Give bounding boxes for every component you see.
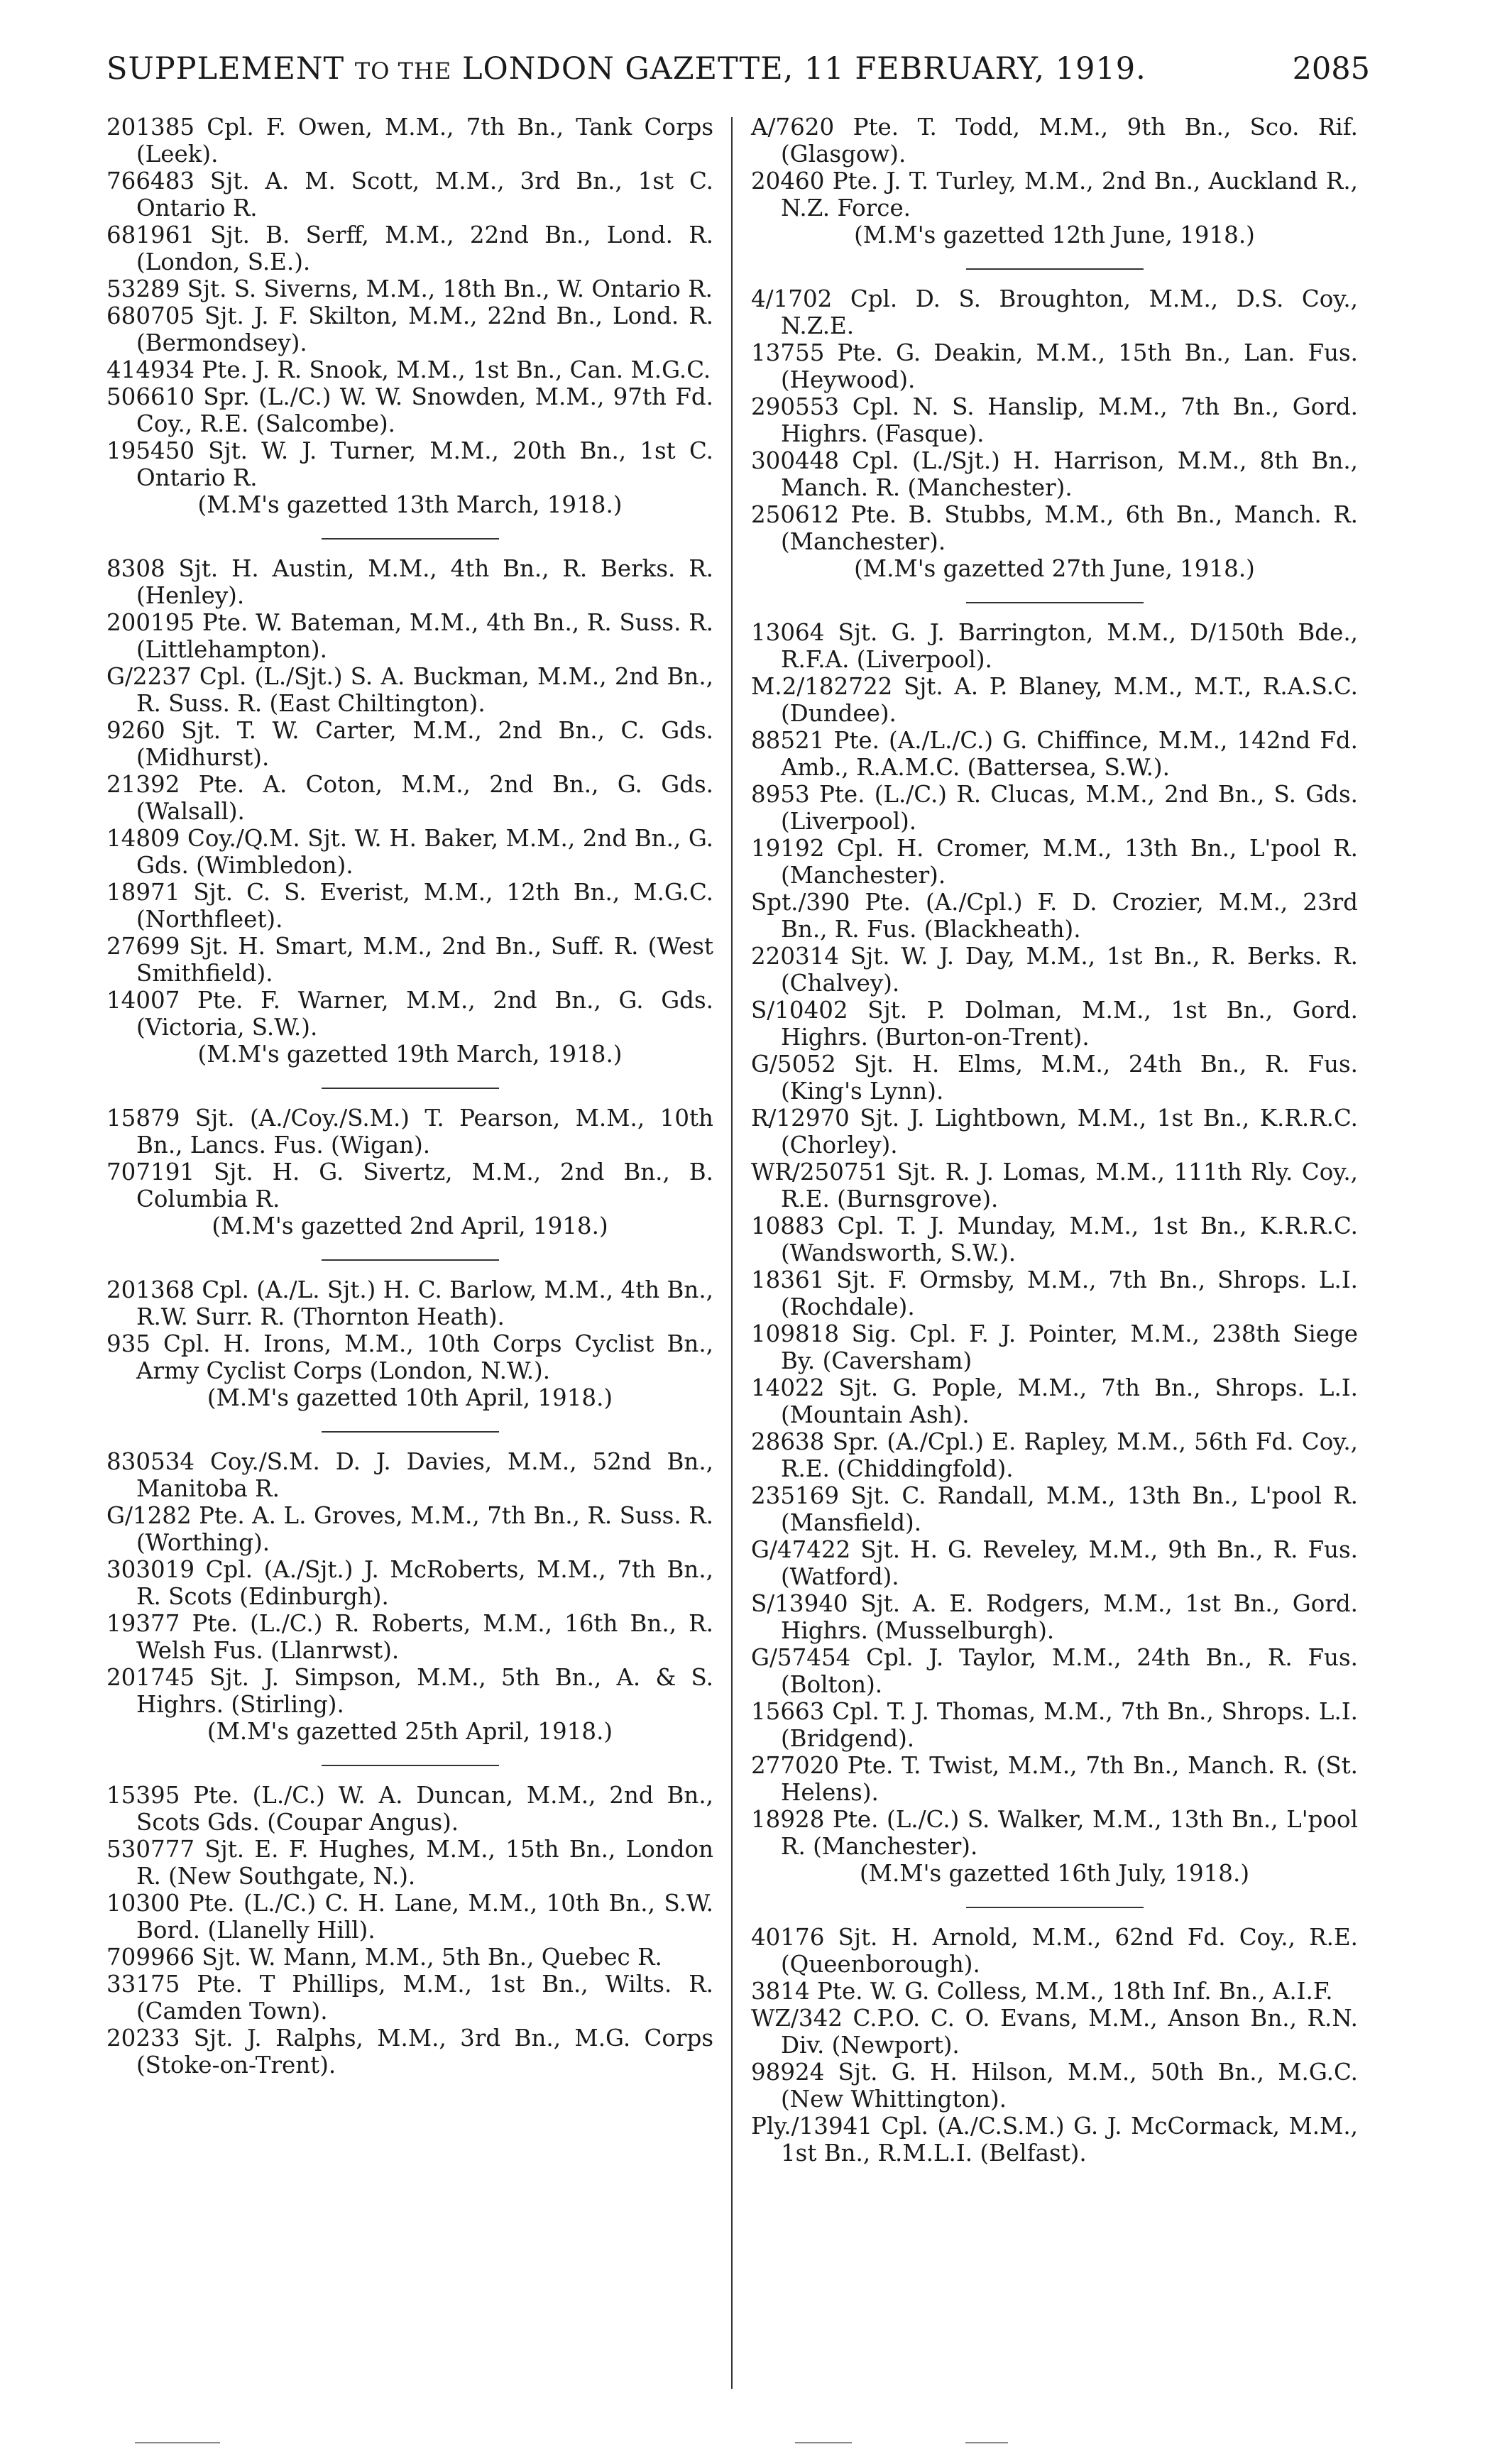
gazette-entry: 201368 Cpl. (A./L. Sjt.) H. C. Barlow, M.M., 4th Bn., R.W. Surr. R. (Thornton Heath). bbox=[106, 1276, 713, 1330]
gazette-entry: 13755 Pte. G. Deakin, M.M., 15th Bn., Lan. Fus. (Heywood). bbox=[751, 339, 1358, 393]
gazette-entry: 220314 Sjt. W. J. Day, M.M., 1st Bn., R. Berks. R. (Chalvey). bbox=[751, 943, 1358, 997]
right-column bbox=[751, 114, 1358, 2167]
section-separator bbox=[966, 602, 1144, 603]
gazette-entry: Ply./13941 Cpl. (A./C.S.M.) G. J. McCormack, M.M., 1st Bn., R.M.L.I. (Belfast). bbox=[751, 2113, 1358, 2167]
page-number: 2085 bbox=[1292, 51, 1370, 87]
gazette-entry: 13064 Sjt. G. J. Barrington, M.M., D/150th Bde., R.F.A. (Liverpool). bbox=[751, 619, 1358, 673]
section-separator bbox=[322, 538, 499, 540]
gazette-entry: 935 Cpl. H. Irons, M.M., 10th Corps Cyclist Bn., Army Cyclist Corps (London, N.W.). bbox=[106, 1330, 713, 1384]
gazette-entry: R/12970 Sjt. J. Lightbown, M.M., 1st Bn., K.R.R.C. (Chorley). bbox=[751, 1105, 1358, 1159]
gazetted-date-note: (M.M's gazetted 13th March, 1918.) bbox=[197, 491, 623, 518]
gazette-entry: 20233 Sjt. J. Ralphs, M.M., 3rd Bn., M.G. Corps (Stoke-on-Trent). bbox=[106, 2025, 713, 2079]
gazette-entry: 19192 Cpl. H. Cromer, M.M., 13th Bn., L'pool R. (Manchester). bbox=[751, 835, 1358, 889]
gazette-entry: S/13940 Sjt. A. E. Rodgers, M.M., 1st Bn., Gord. Highrs. (Musselburgh). bbox=[751, 1590, 1358, 1644]
gazetted-date-note: (M.M's gazetted 12th June, 1918.) bbox=[854, 221, 1255, 248]
gazette-entry: 14809 Coy./Q.M. Sjt. W. H. Baker, M.M., 2nd Bn., G. Gds. (Wimbledon). bbox=[106, 825, 713, 879]
gazette-entry: 414934 Pte. J. R. Snook, M.M., 1st Bn., Can. M.G.C. bbox=[106, 356, 711, 383]
gazette-entry: G/57454 Cpl. J. Taylor, M.M., 24th Bn., R. Fus. (Bolton). bbox=[751, 1644, 1358, 1698]
gazette-entry: 98924 Sjt. G. H. Hilson, M.M., 50th Bn., M.G.C. (New Whittington). bbox=[751, 2059, 1358, 2113]
gazette-entry: 277020 Pte. T. Twist, M.M., 7th Bn., Manch. R. (St. Helens). bbox=[751, 1752, 1358, 1806]
gazette-entry: 14022 Sjt. G. Pople, M.M., 7th Bn., Shrops. L.I. (Mountain Ash). bbox=[751, 1374, 1358, 1428]
section-separator bbox=[322, 1088, 499, 1089]
gazette-entry: G/47422 Sjt. H. G. Reveley, M.M., 9th Bn., R. Fus. (Watford). bbox=[751, 1536, 1358, 1590]
gazette-entry: 300448 Cpl. (L./Sjt.) H. Harrison, M.M., 8th Bn., Manch. R. (Manchester). bbox=[751, 447, 1358, 501]
gazette-entry: 235169 Sjt. C. Randall, M.M., 13th Bn., L'pool R. (Mansfield). bbox=[751, 1482, 1358, 1536]
gazette-entry: 530777 Sjt. E. F. Hughes, M.M., 15th Bn., London R. (New Southgate, N.). bbox=[106, 1836, 713, 1890]
gazette-entry: S/10402 Sjt. P. Dolman, M.M., 1st Bn., Gord. Highrs. (Burton-on-Trent). bbox=[751, 997, 1358, 1051]
gazette-entry: G/5052 Sjt. H. Elms, M.M., 24th Bn., R. Fus. (King's Lynn). bbox=[751, 1051, 1358, 1105]
gazette-entry: 709966 Sjt. W. Mann, M.M., 5th Bn., Quebec R. bbox=[106, 1944, 662, 1971]
gazette-entry: 290553 Cpl. N. S. Hanslip, M.M., 7th Bn., Gord. Highrs. (Fasque). bbox=[751, 393, 1358, 447]
gazette-entry: 200195 Pte. W. Bateman, M.M., 4th Bn., R. Suss. R. (Littlehampton). bbox=[106, 609, 713, 663]
section-separator bbox=[322, 1431, 499, 1433]
gazette-entry: 250612 Pte. B. Stubbs, M.M., 6th Bn., Manch. R. (Manchester). bbox=[751, 501, 1358, 555]
gazette-entry: 201385 Cpl. F. Owen, M.M., 7th Bn., Tank Corps (Leek). bbox=[106, 114, 713, 168]
title-part-supplement: SUPPLEMENT bbox=[106, 51, 345, 87]
gazetted-date-note: (M.M's gazetted 16th July, 1918.) bbox=[860, 1860, 1249, 1887]
gazette-entry: 8953 Pte. (L./C.) R. Clucas, M.M., 2nd Bn., S. Gds. (Liverpool). bbox=[751, 781, 1358, 835]
gazette-entry: 40176 Sjt. H. Arnold, M.M., 62nd Fd. Coy., R.E. (Queenborough). bbox=[751, 1924, 1358, 1978]
gazette-entry: 15395 Pte. (L./C.) W. A. Duncan, M.M., 2nd Bn., Scots Gds. (Coupar Angus). bbox=[106, 1782, 713, 1836]
gazette-entry: 18928 Pte. (L./C.) S. Walker, M.M., 13th Bn., L'pool R. (Manchester). bbox=[751, 1806, 1358, 1860]
gazette-entry: 18361 Sjt. F. Ormsby, M.M., 7th Bn., Shrops. L.I. (Rochdale). bbox=[751, 1266, 1358, 1320]
gazette-entry: 88521 Pte. (A./L./C.) G. Chiffince, M.M., 142nd Fd. Amb., R.A.M.C. (Battersea, S.W.). bbox=[751, 727, 1358, 781]
gazette-entry: 20460 Pte. J. T. Turley, M.M., 2nd Bn., Auckland R., N.Z. Force. bbox=[751, 168, 1358, 221]
gazette-entry: Spt./390 Pte. (A./Cpl.) F. D. Crozier, M.M., 23rd Bn., R. Fus. (Blackheath). bbox=[751, 889, 1358, 943]
gazette-entry: 10300 Pte. (L./C.) C. H. Lane, M.M., 10th Bn., S.W. Bord. (Llanelly Hill). bbox=[106, 1890, 713, 1944]
section-separator bbox=[322, 1259, 499, 1261]
gazette-entry: G/2237 Cpl. (L./Sjt.) S. A. Buckman, M.M., 2nd Bn., R. Suss. R. (East Chiltington). bbox=[106, 663, 713, 717]
gazetted-date-note: (M.M's gazetted 25th April, 1918.) bbox=[207, 1718, 613, 1745]
gazetted-date-note: (M.M's gazetted 10th April, 1918.) bbox=[207, 1384, 613, 1411]
gazette-entry: 18971 Sjt. C. S. Everist, M.M., 12th Bn., M.G.C. (Northfleet). bbox=[106, 879, 713, 933]
title-part-to-the: TO THE bbox=[354, 58, 452, 84]
page-header bbox=[106, 51, 1370, 101]
gazette-entry: 27699 Sjt. H. Smart, M.M., 2nd Bn., Suff. R. (West Smithfield). bbox=[106, 933, 713, 987]
gazette-entry: 830534 Coy./S.M. D. J. Davies, M.M., 52nd Bn., Manitoba R. bbox=[106, 1448, 713, 1502]
gazetted-date-note: (M.M's gazetted 19th March, 1918.) bbox=[197, 1041, 623, 1068]
left-column bbox=[106, 114, 713, 2079]
page-title bbox=[106, 51, 1146, 87]
gazette-entry: 3814 Pte. W. G. Colless, M.M., 18th Inf. Bn., A.I.F. bbox=[751, 1978, 1333, 2005]
gazette-entry: 33175 Pte. T Phillips, M.M., 1st Bn., Wilts. R. (Camden Town). bbox=[106, 1971, 713, 2025]
section-separator bbox=[966, 1907, 1144, 1908]
gazette-entry: A/7620 Pte. T. Todd, M.M., 9th Bn., Sco. Rif. (Glasgow). bbox=[751, 114, 1358, 168]
gazette-entry: 8308 Sjt. H. Austin, M.M., 4th Bn., R. Berks. R. (Henley). bbox=[106, 555, 713, 609]
gazette-entry: M.2/182722 Sjt. A. P. Blaney, M.M., M.T., R.A.S.C. (Dundee). bbox=[751, 673, 1358, 727]
gazette-entry: WR/250751 Sjt. R. J. Lomas, M.M., 111th Rly. Coy., R.E. (Burnsgrove). bbox=[751, 1159, 1358, 1212]
gazette-entry: 109818 Sig. Cpl. F. J. Pointer, M.M., 238th Siege By. (Caversham) bbox=[751, 1320, 1358, 1374]
gazette-entry: 10883 Cpl. T. J. Munday, M.M., 1st Bn., K.R.R.C. (Wandsworth, S.W.). bbox=[751, 1212, 1358, 1266]
section-separator bbox=[966, 268, 1144, 270]
section-separator bbox=[322, 1765, 499, 1766]
gazette-entry: 707191 Sjt. H. G. Sivertz, M.M., 2nd Bn., B. Columbia R. bbox=[106, 1159, 713, 1212]
gazette-entry: 195450 Sjt. W. J. Turner, M.M., 20th Bn., 1st C. Ontario R. bbox=[106, 437, 713, 491]
gazette-entry: 14007 Pte. F. Warner, M.M., 2nd Bn., G. Gds. (Victoria, S.W.). bbox=[106, 987, 713, 1041]
footer-rule bbox=[135, 2442, 220, 2443]
footer-rule bbox=[795, 2442, 852, 2443]
gazette-entry: 9260 Sjt. T. W. Carter, M.M., 2nd Bn., C. Gds. (Midhurst). bbox=[106, 717, 713, 771]
gazette-entry: WZ/342 C.P.O. C. O. Evans, M.M., Anson Bn., R.N. Div. (Newport). bbox=[751, 2005, 1358, 2059]
gazette-entry: 53289 Sjt. S. Siverns, M.M., 18th Bn., W. Ontario R. bbox=[106, 275, 713, 302]
gazette-entry: 21392 Pte. A. Coton, M.M., 2nd Bn., G. Gds. (Walsall). bbox=[106, 771, 713, 825]
title-part-gazette: LONDON GAZETTE, 11 FEBRUARY, 1919. bbox=[461, 51, 1146, 87]
gazette-entry: G/1282 Pte. A. L. Groves, M.M., 7th Bn., R. Suss. R. (Worthing). bbox=[106, 1502, 713, 1556]
gazette-entry: 681961 Sjt. B. Serff, M.M., 22nd Bn., Lond. R. (London, S.E.). bbox=[106, 221, 713, 275]
gazette-entry: 766483 Sjt. A. M. Scott, M.M., 3rd Bn., 1st C. Ontario R. bbox=[106, 168, 713, 221]
gazette-entry: 19377 Pte. (L./C.) R. Roberts, M.M., 16th Bn., R. Welsh Fus. (Llanrwst). bbox=[106, 1610, 713, 1664]
gazette-entry: 28638 Spr. (A./Cpl.) E. Rapley, M.M., 56th Fd. Coy., R.E. (Chiddingfold). bbox=[751, 1428, 1358, 1482]
column-divider bbox=[731, 117, 733, 2389]
gazetted-date-note: (M.M's gazetted 2nd April, 1918.) bbox=[212, 1212, 608, 1239]
gazette-entry: 303019 Cpl. (A./Sjt.) J. McRoberts, M.M., 7th Bn., R. Scots (Edinburgh). bbox=[106, 1556, 713, 1610]
gazette-entry: 506610 Spr. (L./C.) W. W. Snowden, M.M., 97th Fd. Coy., R.E. (Salcombe). bbox=[106, 383, 713, 437]
gazette-entry: 680705 Sjt. J. F. Skilton, M.M., 22nd Bn., Lond. R. (Bermondsey). bbox=[106, 302, 713, 356]
gazetted-date-note: (M.M's gazetted 27th June, 1918.) bbox=[854, 555, 1255, 582]
gazette-entry: 15879 Sjt. (A./Coy./S.M.) T. Pearson, M.M., 10th Bn., Lancs. Fus. (Wigan). bbox=[106, 1105, 713, 1159]
footer-rule bbox=[965, 2442, 1008, 2443]
gazette-entry: 201745 Sjt. J. Simpson, M.M., 5th Bn., A. & S. Highrs. (Stirling). bbox=[106, 1664, 713, 1718]
gazette-entry: 15663 Cpl. T. J. Thomas, M.M., 7th Bn., Shrops. L.I. (Bridgend). bbox=[751, 1698, 1358, 1752]
gazette-entry: 4/1702 Cpl. D. S. Broughton, M.M., D.S. Coy., N.Z.E. bbox=[751, 285, 1358, 339]
